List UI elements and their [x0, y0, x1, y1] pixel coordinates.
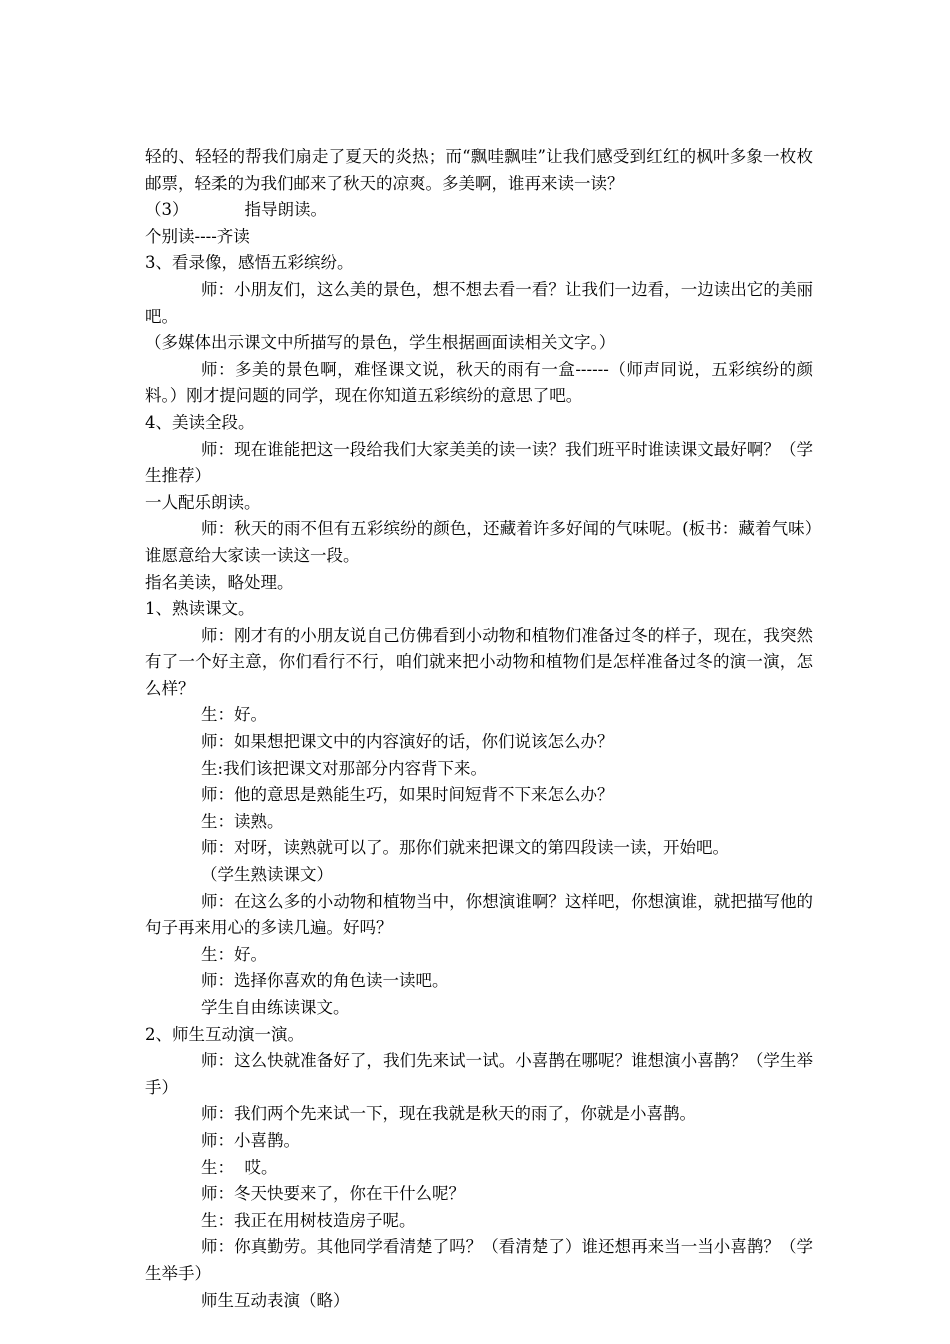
paragraph: 师：现在谁能把这一段给我们大家美美的读一读？我们班平时谁读课文最好啊？（学生推荐）	[145, 439, 813, 486]
paragraph: 师：小朋友们，这么美的景色，想不想去看一看？让我们一边看，一边读出它的美丽吧。	[145, 279, 813, 326]
dialogue-line: 师：冬天快要来了，你在干什么呢？	[201, 1184, 465, 1204]
paragraph: （多媒体出示课文中所描写的景色，学生根据画面读相关文字。）	[145, 333, 616, 353]
dialogue-line: 学生自由练读课文。	[201, 998, 350, 1017]
dialogue-line: 生：读熟。	[201, 811, 284, 831]
dialogue-line: 师：在这么多的小动物和植物当中，你想演谁啊？这样吧，你想演谁，就把描写他的句子再来用心的多读几遍。好吗？	[145, 891, 813, 938]
section-heading: 3、看录像，感悟五彩缤纷。	[145, 253, 354, 273]
dialogue-line: 生：好。	[201, 705, 267, 725]
paragraph: 师：刚才有的小朋友说自己仿佛看到小动物和植物们准备过冬的样子，现在，我突然有了一个好主意，你们看行不行，咱们就来把小动物和植物们是怎样准备过冬的演一演，怎么样？	[145, 625, 813, 698]
dialogue-line: 师：你真勤劳。其他同学看清楚了吗？（看清楚了）谁还想再来当一当小喜鹊？（学生举手）	[145, 1237, 813, 1283]
dialogue-line: 师：如果想把课文中的内容演好的话，你们说该怎么办？	[201, 732, 614, 752]
dialogue-line: 师：这么快就准备好了，我们先来试一试。小喜鹊在哪呢？谁想演小喜鹊？（学生举手）	[145, 1051, 813, 1097]
paragraph: 师：多美的景色啊，难怪课文说，秋天的雨有一盒------（师声同说，五彩缤纷的颜料。）刚才提问题的同学，现在你知道五彩缤纷的意思了吧。	[145, 359, 813, 406]
paragraph-text: 指导朗读。	[244, 200, 327, 220]
dialogue-line: 师：小喜鹊。	[201, 1130, 300, 1150]
dialogue-line: 生:我们该把课文对那部分内容背下来。	[201, 758, 488, 778]
paragraph: 指名美读，略处理。	[145, 572, 294, 592]
dialogue-line: 师：他的意思是熟能生巧，如果时间短背不下来怎么办？	[201, 785, 614, 805]
dialogue-line: 师：选择你喜欢的角色读一读吧。	[201, 971, 449, 991]
dialogue-line: 师：我们两个先来试一下，现在我就是秋天的雨了，你就是小喜鹊。	[201, 1104, 696, 1124]
dialogue-line: （学生熟读课文）	[201, 865, 333, 885]
paragraph: 个别读----齐读	[145, 226, 250, 246]
dialogue-line: 师：对呀，读熟就可以了。那你们就来把课文的第四段读一读，开始吧。	[201, 838, 729, 858]
dialogue-line: 生： 哎。	[201, 1157, 278, 1177]
section-heading: 2、师生互动演一演。	[145, 1024, 304, 1044]
paragraph: 师：秋天的雨不但有五彩缤纷的颜色，还藏着许多好闻的气味呢。(板书：藏着气味）谁愿意给大家读一读这一段。	[145, 519, 813, 565]
paragraph: 轻的、轻轻的帮我们扇走了夏天的炎热；而“飘哇飘哇”让我们感受到红红的枫叶多象一枚枚邮票，轻柔的为我们邮来了秋天的凉爽。多美啊，谁再来读一读？	[145, 147, 813, 193]
document-body	[145, 144, 813, 1314]
section-heading: 1、熟读课文。	[145, 599, 255, 619]
dialogue-line: 师生互动表演（略）	[201, 1290, 350, 1310]
paragraph-numbered	[145, 197, 813, 224]
section-heading: 4、美读全段。	[145, 412, 255, 432]
paragraph-number: （3）	[145, 200, 189, 220]
dialogue-line: 生：好。	[201, 944, 267, 964]
paragraph: 一人配乐朗读。	[145, 492, 261, 512]
dialogue-line: 生：我正在用树枝造房子呢。	[201, 1210, 416, 1230]
